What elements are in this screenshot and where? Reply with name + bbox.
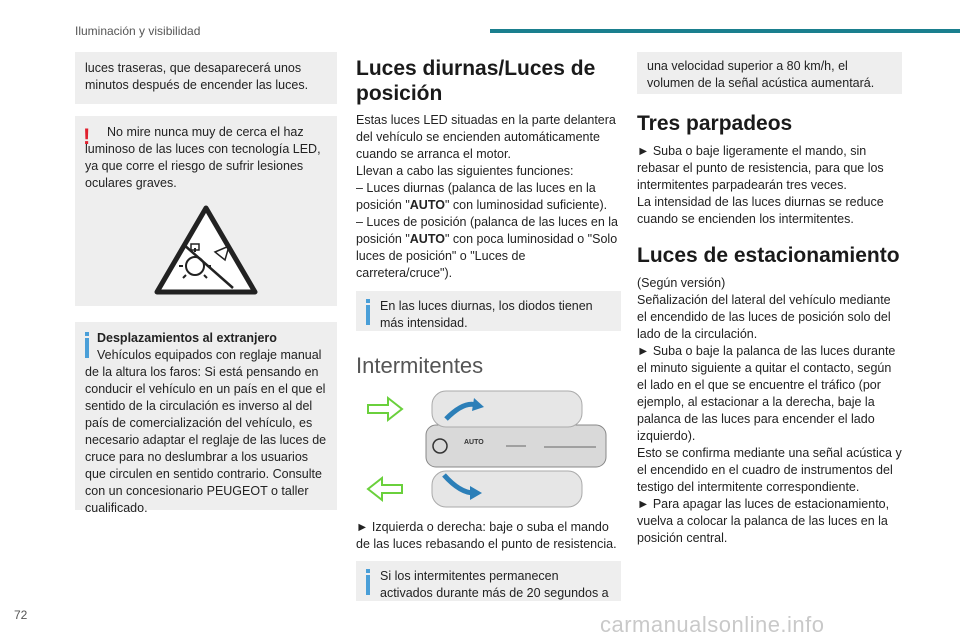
paragraph-version: (Según versión)	[637, 276, 726, 290]
info-box-20-seconds	[356, 561, 621, 601]
paragraph-left-right: ► Izquierda o derecha: baje o suba el mando de las luces rebasando el punto de resistencia.	[356, 520, 617, 551]
info-icon	[85, 332, 89, 358]
item-daytime-lights: – Luces diurnas (palanca de las luces en la posición "AUTO" con luminosidad suficiente).	[356, 181, 608, 212]
indicator-stalk-figure	[356, 385, 621, 515]
stalk-auto-label: AUTO	[464, 439, 484, 446]
header-accent-bar	[490, 29, 960, 33]
paragraph-intensity: La intensidad de las luces diurnas se reduce cuando se encienden los intermitentes.	[637, 195, 884, 226]
info-box-diodes	[356, 291, 621, 331]
continued-info-box	[637, 52, 902, 94]
paragraph-three-blinks: ► Suba o baje ligeramente el mando, sin rebasar el punto de resistencia, para que los intermitentes parpadearán tres veces.	[637, 144, 884, 192]
warning-text: No mire nunca muy de cerca el haz luminoso de las luces con tecnología LED, ya que corre el riesgo de sufrir lesiones oculares graves.	[85, 125, 321, 190]
info-title: Desplazamientos al extranjero	[97, 331, 277, 345]
info-icon	[366, 299, 370, 325]
info-box-abroad	[75, 322, 337, 515]
column-2	[356, 52, 621, 601]
continued-info-text: una velocidad superior a 80 km/h, el volumen de la señal acústica aumentará.	[647, 59, 875, 90]
eye-hazard-icon	[153, 204, 259, 296]
continued-note-text: luces traseras, que desaparecerá unos minutos después de encender las luces.	[85, 61, 309, 92]
info-icon	[366, 569, 370, 595]
page-number: 72	[14, 608, 28, 622]
info-20-seconds-text: Si los intermitentes permanecen activados durante más de 20 segundos a	[380, 569, 609, 600]
heading-tres-parpadeos: Tres parpadeos	[637, 112, 793, 135]
column-1	[75, 52, 337, 515]
paragraph-turn-off: ► Para apagar las luces de estacionamiento, vuelva a colocar la palanca de las luces en la posición central.	[637, 497, 890, 545]
heading-luces-estacionamiento: Luces de estacionamiento	[637, 244, 900, 267]
heading-intermitentes: Intermitentes	[356, 353, 484, 378]
paragraph-functions: Llevan a cabo las siguientes funciones:	[356, 164, 574, 178]
info-diodes-text: En las luces diurnas, los diodos tienen más intensidad.	[380, 299, 593, 330]
paragraph-parking-instruction: ► Suba o baje la palanca de las luces durante el minuto siguiente a quitar el contacto, según el lado en el que se encuentre el tráfico (por ejemplo, al estacionar a la derecha, baje la palanca de las luces para encender el lado izquierdo).	[637, 344, 896, 443]
column-3	[637, 52, 902, 547]
paragraph-led-intro: Estas luces LED situadas en la parte delantera del vehículo se encienden automáticamente cuando se arranca el motor.	[356, 113, 616, 161]
warning-box	[75, 116, 337, 306]
stalk-diagram	[356, 385, 621, 515]
paragraph-parking-signal: Señalización del lateral del vehículo mediante el encendido de las luces de posición solo del lado de la circulación.	[637, 293, 891, 341]
continued-note-box	[75, 52, 337, 104]
section-title: Iluminación y visibilidad	[75, 24, 201, 38]
paragraph-confirmation: Esto se confirma mediante una señal acústica y el encendido en el cuadro de instrumentos del testigo del intermitente correspondiente.	[637, 446, 902, 494]
heading-luces-diurnas: Luces diurnas/Luces de posición	[356, 57, 596, 105]
info-text: Vehículos equipados con reglaje manual de la altura los faros: Si está pensando en conducir el vehículo en un país en el que el sentido de la circulación es inverso al del país de comercialización del vehículo, es necesario adaptar el reglaje de las luces de cruce para no deslumbrar a los usuarios que circulen en sentido contrario. Consulte con un concesionario PEUGEOT o taller cualificado.	[85, 348, 327, 515]
watermark: carmanualsonline.info	[600, 612, 825, 637]
item-position-lights: – Luces de posición (palanca de las luces en la posición "AUTO" con poca luminosidad o "Solo luces de posición" o "Luces de carretera/cruce").	[356, 215, 618, 280]
warning-icon: !	[83, 124, 91, 149]
